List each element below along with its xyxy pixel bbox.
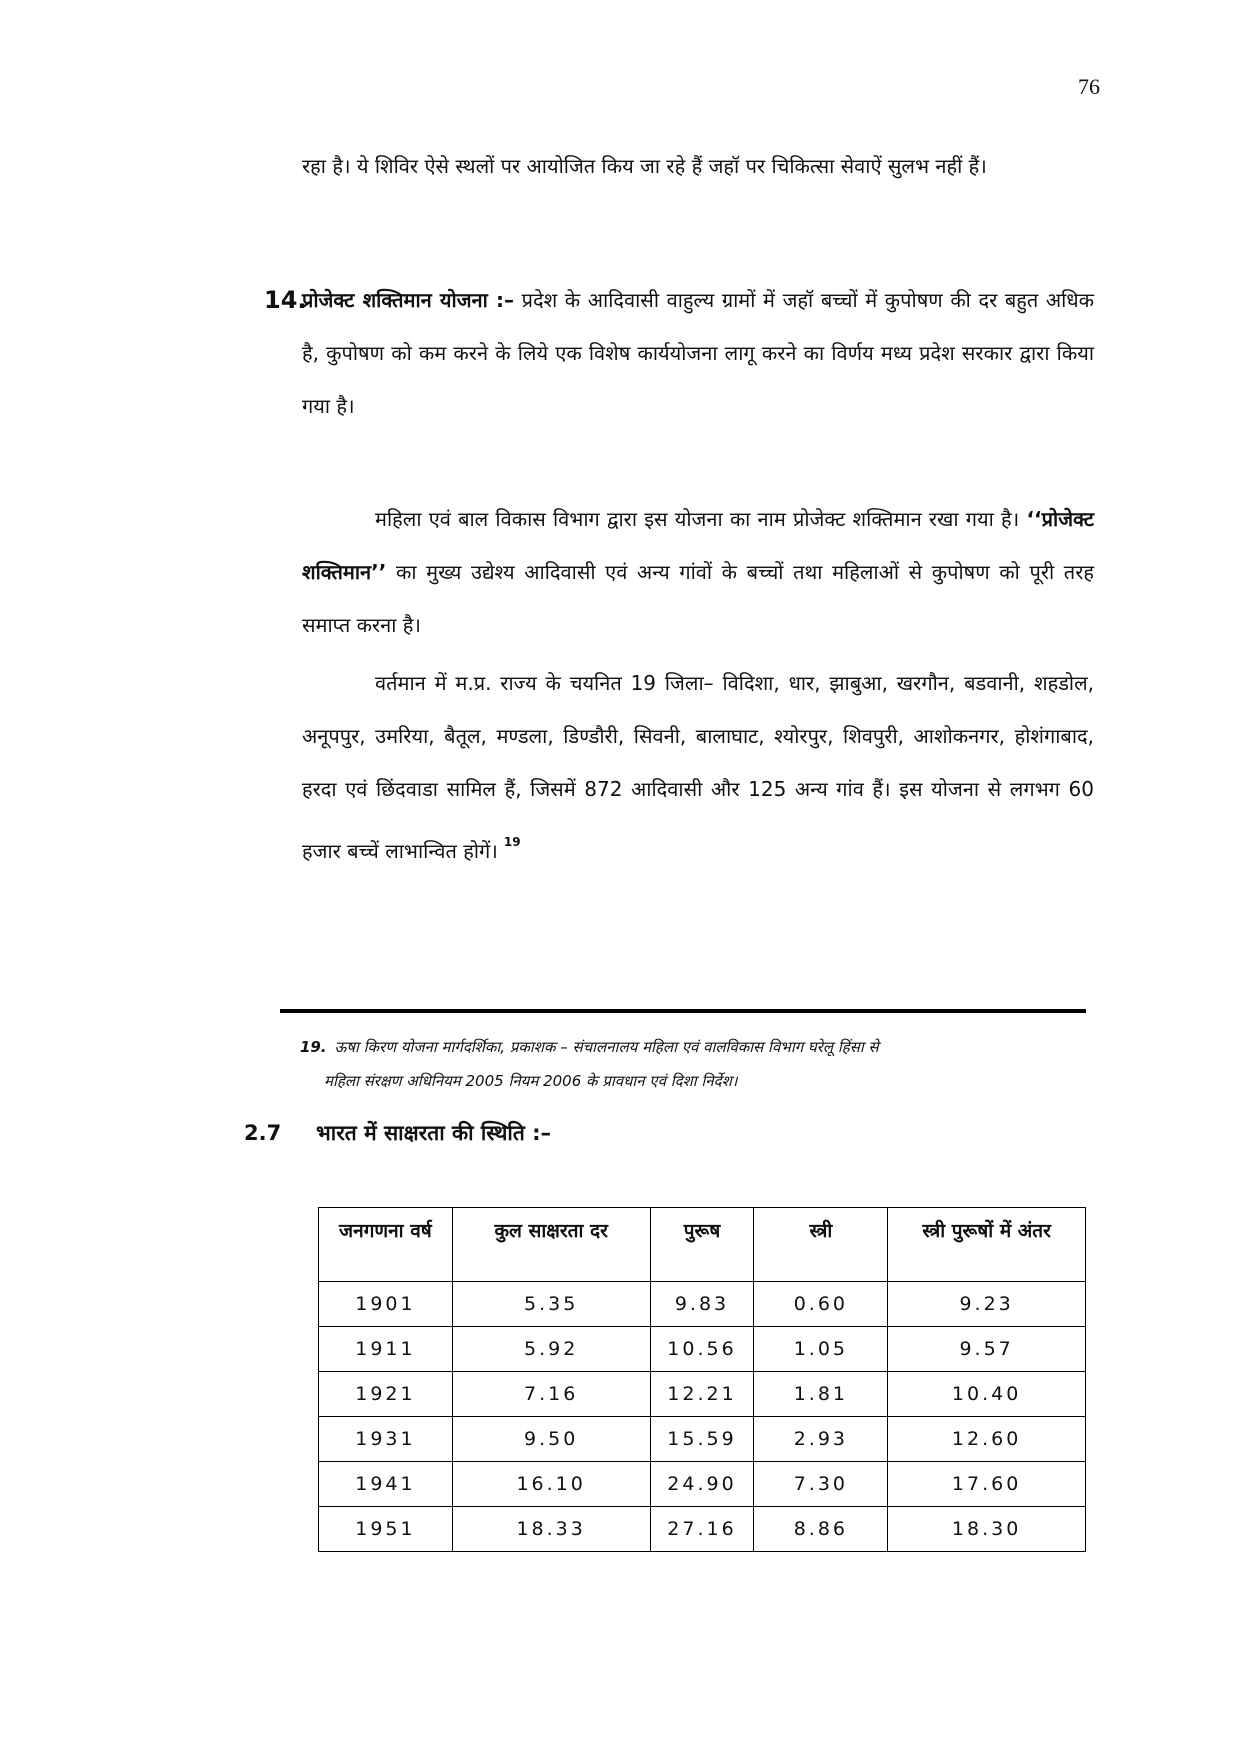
table-row: [319, 1417, 1086, 1462]
section-heading: [244, 1115, 551, 1151]
page-number: 76: [1078, 74, 1100, 99]
item-number: 14.: [264, 286, 307, 314]
cell-male: 27.16: [650, 1507, 754, 1552]
paragraph-intro: रहा है। ये शिविर ऐसे स्थलों पर आयोजित किय जा रहे हैं जहॉ पर चिकित्सा सेवाऐं सुलभ नहीं हैं।: [302, 154, 987, 178]
footnote-divider: [280, 1009, 1086, 1013]
table-row: [319, 1282, 1086, 1327]
paragraph-districts: [302, 657, 1094, 878]
cell-total: 16.10: [452, 1462, 650, 1507]
paragraph-project-shaktiman: [302, 274, 1094, 433]
footnote-line-2: महिला संरक्षण अधिनियम 2005 नियम 2006 के प्रावधान एवं दिशा निर्देश।: [324, 1072, 738, 1090]
cell-female: 7.30: [754, 1462, 888, 1507]
literacy-table: [318, 1207, 1086, 1552]
item-title: प्रोजेक्ट शक्तिमान योजना :–: [302, 288, 515, 312]
cell-year: 1941: [319, 1462, 453, 1507]
cell-male: 12.21: [650, 1372, 754, 1417]
cell-male: 9.83: [650, 1282, 754, 1327]
cell-male: 15.59: [650, 1417, 754, 1462]
table-row: [319, 1372, 1086, 1417]
cell-gap: 9.23: [888, 1282, 1086, 1327]
cell-gap: 17.60: [888, 1462, 1086, 1507]
cell-total: 9.50: [452, 1417, 650, 1462]
cell-gap: 9.57: [888, 1327, 1086, 1372]
cell-female: 1.05: [754, 1327, 888, 1372]
para3-text: वर्तमान में म.प्र. राज्य के चयनित 19 जिला– विदिशा, धार, झाबुआ, खरगौन, बडवानी, शहडोल, अनूपपुर, उमरिया, बैतूल, मण्डला, डिण्डौरी, सिवनी, बालाघाट, श्योरपुर, शिवपुरी, आशोकनगर, होशंगाबाद, हरदा एवं छिंदवाडा सामिल हैं, जिसमें 872 आदिवासी और 125 अन्य गांव हैं। इस योजना से लगभग 60 हजार बच्चें लाभान्वित होगें।: [302, 671, 1094, 863]
para2-before: महिला एवं बाल विकास विभाग द्वारा इस योजना का नाम प्रोजेक्ट शक्तिमान रखा गया है।: [375, 507, 1020, 531]
cell-year: 1911: [319, 1327, 453, 1372]
cell-year: 1921: [319, 1372, 453, 1417]
cell-male: 24.90: [650, 1462, 754, 1507]
cell-total: 7.16: [452, 1372, 650, 1417]
table-row: [319, 1327, 1086, 1372]
section-number: 2.7: [244, 1121, 282, 1145]
footnote-reference: 19: [503, 835, 521, 849]
header-census-year: जनगणना वर्ष: [319, 1208, 453, 1282]
cell-gap: 10.40: [888, 1372, 1086, 1417]
cell-total: 18.33: [452, 1507, 650, 1552]
cell-male: 10.56: [650, 1327, 754, 1372]
footnote-line-1: ऊषा किरण योजना मार्गदर्शिका, प्रकाशक – संचालनालय महिला एवं वालविकास विभाग घरेलू हिंसा से: [334, 1038, 879, 1056]
cell-gap: 18.30: [888, 1507, 1086, 1552]
paragraph-scheme-name: [302, 493, 1094, 652]
cell-year: 1951: [319, 1507, 453, 1552]
section-title: भारत में साक्षरता की स्थिति :–: [316, 1121, 552, 1145]
para2-after: का मुख्य उद्येश्य आदिवासी एवं अन्य गांवों के बच्चों तथा महिलाओं से कुपोषण को पूरी तरह समाप्त करना है।: [302, 560, 1094, 637]
table-row: [319, 1462, 1086, 1507]
cell-female: 0.60: [754, 1282, 888, 1327]
header-total-literacy: कुल साक्षरता दर: [452, 1208, 650, 1282]
cell-gap: 12.60: [888, 1417, 1086, 1462]
cell-female: 1.81: [754, 1372, 888, 1417]
cell-female: 8.86: [754, 1507, 888, 1552]
cell-year: 1931: [319, 1417, 453, 1462]
cell-year: 1901: [319, 1282, 453, 1327]
table-header-row: [319, 1208, 1086, 1282]
cell-total: 5.35: [452, 1282, 650, 1327]
header-female: स्त्री: [754, 1208, 888, 1282]
header-male: पुरूष: [650, 1208, 754, 1282]
table-row: [319, 1507, 1086, 1552]
cell-female: 2.93: [754, 1417, 888, 1462]
footnote-number: 19.: [300, 1038, 327, 1056]
footnote: [300, 1030, 1080, 1098]
header-gender-gap: स्त्री पुरूषों में अंतर: [888, 1208, 1086, 1282]
item-text: प्रदेश के आदिवासी वाहुल्य ग्रामों में जहॉ बच्चों में कुपोषण की दर बहुत अधिक है, कुपोषण को कम करने के लिये एक विशेष कार्ययोजना लागू करने का विर्णय मध्य प्रदेश सरकार द्वारा किया गया है।: [302, 288, 1094, 418]
para2-bold: ‘‘प्रोजेक्ट शक्तिमान’’: [302, 507, 1095, 584]
cell-total: 5.92: [452, 1327, 650, 1372]
